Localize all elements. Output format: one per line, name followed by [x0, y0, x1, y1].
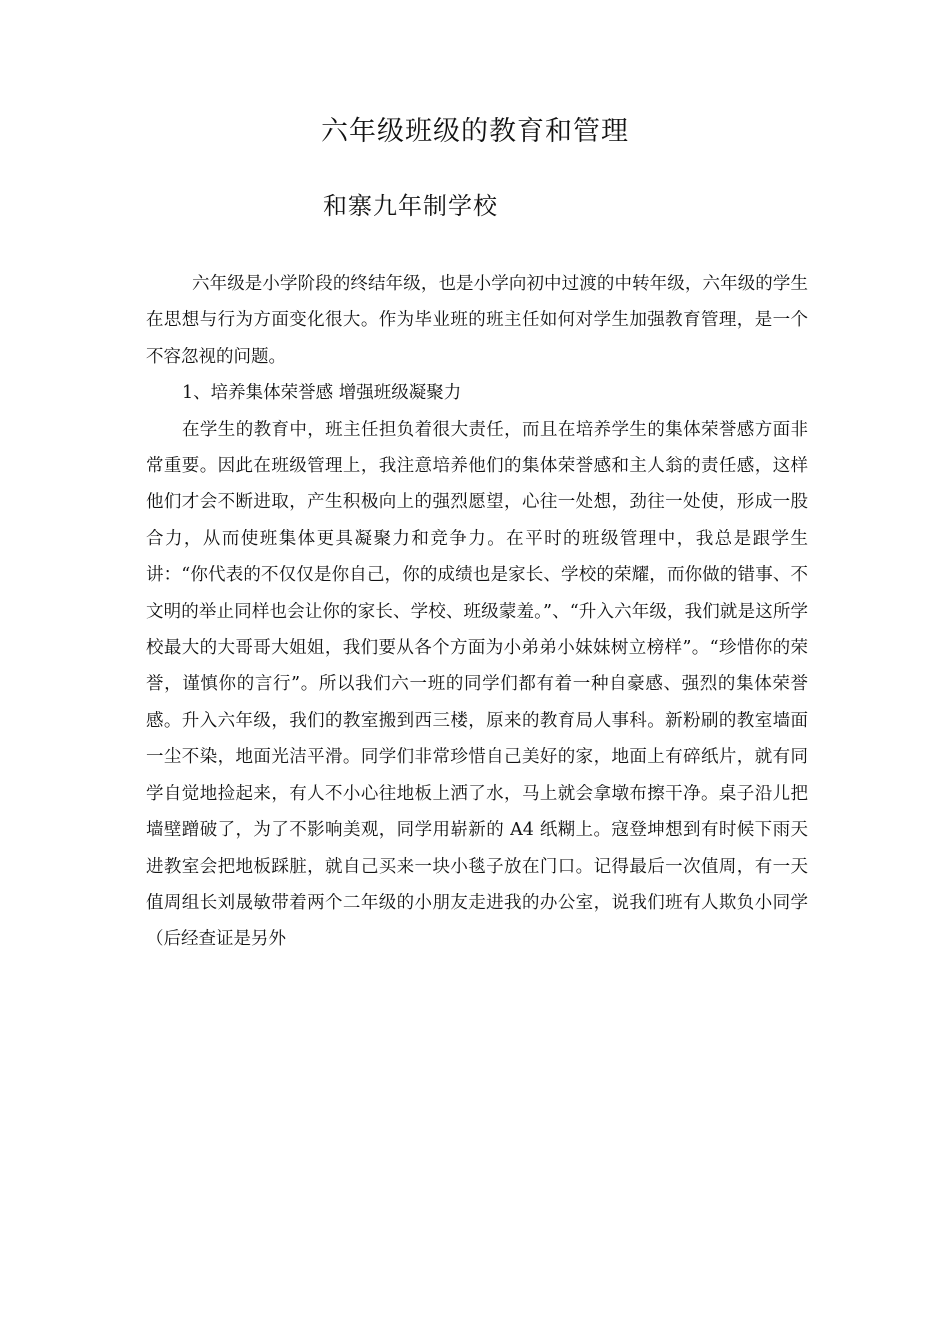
document-title: 六年级班级的教育和管理: [321, 116, 629, 147]
section-1-heading: 1、培养集体荣誉感 增强班级凝聚力: [182, 383, 462, 404]
intro-paragraph: 六年级是小学阶段的终结年级，也是小学向初中过渡的中转年级，六年级的学生在思想与行为方面变化很大。作为毕业班的班主任如何对学生加强教育管理，是一个不容忽视的问题。: [146, 274, 808, 367]
section-1-paragraph: 在学生的教育中，班主任担负着很大责任，而且在培养学生的集体荣誉感方面非常重要。因此在班级管理上，我注意培养他们的集体荣誉感和主人翁的责任感，这样他们才会不断进取，产生积极向上的强烈愿望，心往一处想，劲往一处使，形成一股合力，从而使班集体更具凝聚力和竞争力。在平时的班级管理中，我总是跟学生讲：“你代表的不仅仅是你自己，你的成绩也是家长、学校的荣耀，而你做的错事、不文明的举止同样也会让你的家长、学校、班级蒙羞。”、“升入六年级，我们就是这所学校最大的大哥哥大姐姐，我们要从各个方面为小弟弟小妹妹树立榜样”。“珍惜你的荣誉，谨慎你的言行”。所以我们六一班的同学们都有着一种自豪感、强烈的集体荣誉感。升入六年级，我们的教室搬到西三楼，原来的教育局人事科。新粉刷的教室墙面一尘不染，地面光洁平滑。同学们非常珍惜自己美好的家，地面上有碎纸片，就有同学自觉地捡起来，有人不小心往地板上洒了水，马上就会拿墩布擦干净。桌子沿儿把墙壁蹭破了，为了不影响美观，同学用崭新的 A4 纸糊上。寇登坤想到有时候下雨天进教室会把地板踩脏，就自己买来一块小毯子放在门口。记得最后一次值周，有一天值周组长刘晟敏带着两个二年级的小朋友走进我的办公室，说我们班有人欺负小同学（后经查证是另外: [146, 419, 808, 950]
school-name: 和寨九年制学校: [323, 192, 498, 220]
document-body: [146, 266, 808, 958]
